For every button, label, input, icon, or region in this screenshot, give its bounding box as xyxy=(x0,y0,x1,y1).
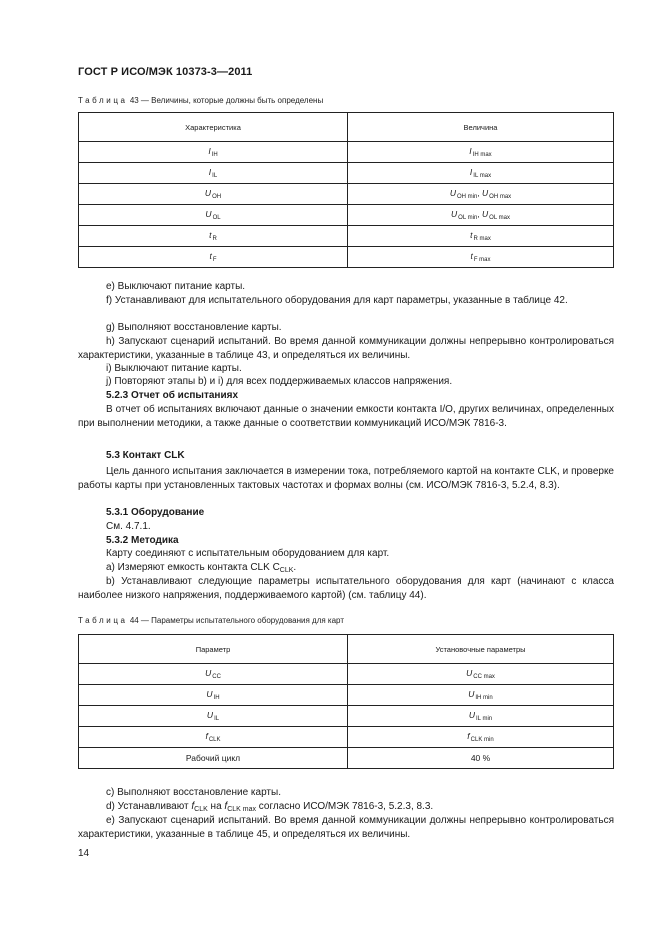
table-cell: $I_{IH max}$ xyxy=(348,142,614,163)
table-row xyxy=(79,727,614,748)
table43-header-characteristic: Характеристика xyxy=(79,113,348,142)
table-cell: $I_{IL}$ xyxy=(79,163,348,184)
section-5-3-1-title: 5.3.1 Оборудование xyxy=(106,507,205,518)
table-cell: $U_{OL}$ xyxy=(79,205,348,226)
document-header: ГОСТ Р ИСО/МЭК 10373-3—2011 xyxy=(78,66,253,78)
table-row xyxy=(79,163,614,184)
table-cell: $t_R$ xyxy=(79,226,348,247)
section-5-3-2-title: 5.3.2 Методика xyxy=(106,535,179,546)
step-c: c) Выполняют восстановление карты. xyxy=(106,787,281,798)
table-cell: $t_{R max}$ xyxy=(348,226,614,247)
table44-header-parameter: Параметр xyxy=(79,635,348,664)
table-row xyxy=(79,184,614,205)
table43-caption-word: Таблица xyxy=(78,96,128,105)
table-row xyxy=(79,664,614,685)
table-cell: $U_{CC max}$ xyxy=(348,664,614,685)
table44-caption-text: 44 — Параметры испытательного оборудования для карт xyxy=(129,616,344,625)
step-d: d) Устанавливают $f_{CLK}$ на $f_{CLK max}$ согласно ИСО/МЭК 7816-3, 5.2.3, 8.3. xyxy=(106,801,434,813)
table-cell: $U_{CC}$ xyxy=(79,664,348,685)
table-row xyxy=(79,685,614,706)
table-cell: $I_{IH}$ xyxy=(79,142,348,163)
table-cell: $U_{IH min}$ xyxy=(348,685,614,706)
step-e: e) Выключают питание карты. xyxy=(106,281,246,292)
section-5-3-1-paragraph: См. 4.7.1. xyxy=(106,521,151,532)
table-row xyxy=(79,247,614,268)
section-5-3-paragraph: Цель данного испытания заключается в измерении тока, потребляемого картой на контакте CLK, и проверке работы карты при установленных тактовых частотах и формах волны (см. ИСО/МЭК 7816-3, 5.2.4, 8.3). xyxy=(78,466,614,491)
table-row xyxy=(79,142,614,163)
table-row xyxy=(79,748,614,769)
step-g: g) Выполняют восстановление карты. xyxy=(106,322,282,333)
table44-caption xyxy=(78,616,344,625)
table43-caption xyxy=(78,96,323,105)
table-cell: $U_{OH}$ xyxy=(79,184,348,205)
table-cell: $I_{IL max}$ xyxy=(348,163,614,184)
table-cell: Рабочий цикл xyxy=(79,748,348,769)
table44-header-settings: Установочные параметры xyxy=(348,635,614,664)
step-h: h) Запускают сценарий испытаний. Во время данной коммуникации должны непрерывно контролироваться характеристики, указанные в таблице 43, и определяться их величины. xyxy=(78,336,614,361)
step-e-second: e) Запускают сценарий испытаний. Во время данной коммуникации должны непрерывно контролироваться характеристики, указанные в таблице 45, и определяться их величины. xyxy=(78,815,614,840)
table-cell: $U_{IL}$ xyxy=(79,706,348,727)
table-44 xyxy=(78,634,614,769)
table43-caption-text: 43 — Величины, которые должны быть определены xyxy=(129,96,324,105)
section-5-3-title: 5.3 Контакт CLK xyxy=(106,450,185,461)
step-j: j) Повторяют этапы b) и i) для всех поддерживаемых классов напряжения. xyxy=(106,376,453,387)
table-43 xyxy=(78,112,614,268)
table-row xyxy=(79,706,614,727)
table-cell: $f_{CLK}$ xyxy=(79,727,348,748)
page-number: 14 xyxy=(78,848,90,859)
table44-caption-word: Таблица xyxy=(78,616,128,625)
step-b: b) Устанавливают следующие параметры испытательного оборудования для карт (начинают с класса наиболее низкого напряжения, поддерживаемого картой) (см. таблицу 44). xyxy=(78,576,614,601)
step-i: i) Выключают питание карты. xyxy=(106,363,242,374)
table-cell: $U_{OL min}$, $U_{OL max}$ xyxy=(348,205,614,226)
table-cell: 40 % xyxy=(348,748,614,769)
table-row xyxy=(79,226,614,247)
step-f: f) Устанавливают для испытательного оборудования для карт параметры, указанные в таблице 42. xyxy=(106,295,568,306)
table-cell: $U_{OH min}$, $U_{OH max}$ xyxy=(348,184,614,205)
section-5-3-2-paragraph: Карту соединяют с испытательным оборудованием для карт. xyxy=(106,548,390,559)
section-5-2-3-paragraph: В отчет об испытаниях включают данные о значении емкости контакта I/O, других величинах, определенных при выполнении методики, а также данные о соответствии коммуникаций ИСО/МЭК 7816-3. xyxy=(78,404,614,429)
table-cell: $U_{IL min}$ xyxy=(348,706,614,727)
table-row xyxy=(79,205,614,226)
table-cell: $f_{CLK min}$ xyxy=(348,727,614,748)
table43-header-value: Величина xyxy=(348,113,614,142)
section-5-2-3-title: 5.2.3 Отчет об испытаниях xyxy=(106,390,239,401)
table-cell: $U_{IH}$ xyxy=(79,685,348,706)
step-a: a) Измеряют емкость контакта CLK $C_{CLK}$. xyxy=(106,562,297,574)
table-cell: $t_F$ xyxy=(79,247,348,268)
table-cell: $t_{F max}$ xyxy=(348,247,614,268)
